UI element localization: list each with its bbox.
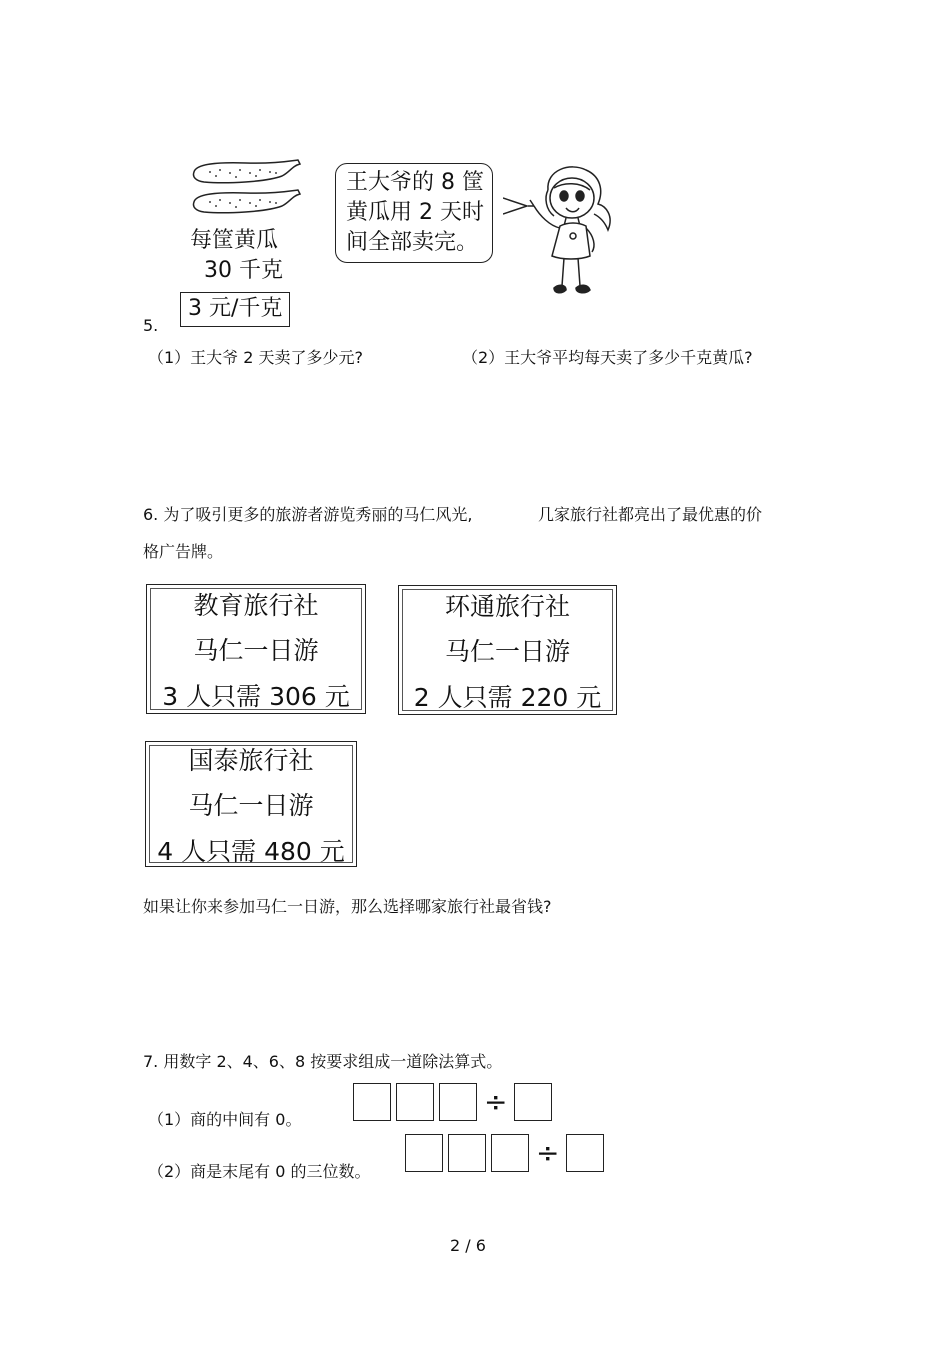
board-tour: 马仁一日游 [193,636,319,665]
answer-box-2-4[interactable] [566,1134,604,1172]
page-number: 2 / 6 [450,1236,486,1255]
problem-6-line-2: 格广告牌。 [143,542,224,561]
speech-bubble [335,163,493,263]
problem-6-line-1b: 几家旅行社都亮出了最优惠的价 [538,505,763,524]
answer-box-1-4[interactable] [514,1083,552,1121]
answer-box-2-1[interactable] [405,1134,443,1172]
divide-sign-1: ÷ [484,1085,508,1118]
board-agency-name: 国泰旅行社 [188,746,314,775]
board-tour: 马仁一日游 [188,791,314,820]
board-price: 4 人只需 480 元 [157,837,345,866]
cucumber-caption-1: 每筐黄瓜 [190,228,279,253]
speech-line-1: 王大爷的 8 筐 [346,170,484,195]
problem-5-question-1: （1）王大爷 2 天卖了多少元? [148,348,364,367]
problem-7-title: 7. 用数字 2、4、6、8 按要求组成一道除法算式。 [143,1052,503,1071]
travel-board-jiaoyu [146,584,366,714]
cucumber-illustration [186,158,306,222]
speech-line-2: 黄瓜用 2 天时 [346,200,484,225]
problem-5-question-2: （2）王大爷平均每天卖了多少千克黄瓜? [462,348,753,367]
speech-line-3: 间全部卖完。 [346,230,479,255]
problem-5-number: 5. [143,316,159,335]
board-agency-name: 环通旅行社 [444,592,570,621]
girl-illustration [520,160,620,305]
cucumber-caption-2: 30 千克 [204,258,283,283]
answer-box-2-3[interactable] [491,1134,529,1172]
answer-box-1-1[interactable] [353,1083,391,1121]
problem-7-question-2: （2）商是末尾有 0 的三位数。 [148,1162,371,1181]
board-price: 2 人只需 220 元 [413,683,602,712]
board-agency-name: 教育旅行社 [193,591,319,620]
answer-box-2-2[interactable] [448,1134,486,1172]
price-box: 3 元/千克 [180,292,290,327]
travel-board-guotai [145,741,357,867]
answer-box-1-2[interactable] [396,1083,434,1121]
board-price: 3 人只需 306 元 [162,682,350,711]
problem-6-question: 如果让你来参加马仁一日游，那么选择哪家旅行社最省钱? [143,897,552,916]
answer-box-1-3[interactable] [439,1083,477,1121]
travel-board-huantong [398,585,617,715]
problem-6-line-1a: 6. 为了吸引更多的旅游者游览秀丽的马仁风光, [143,505,473,524]
problem-7-question-1: （1）商的中间有 0。 [148,1110,302,1129]
divide-sign-2: ÷ [536,1136,560,1169]
board-tour: 马仁一日游 [444,637,570,666]
